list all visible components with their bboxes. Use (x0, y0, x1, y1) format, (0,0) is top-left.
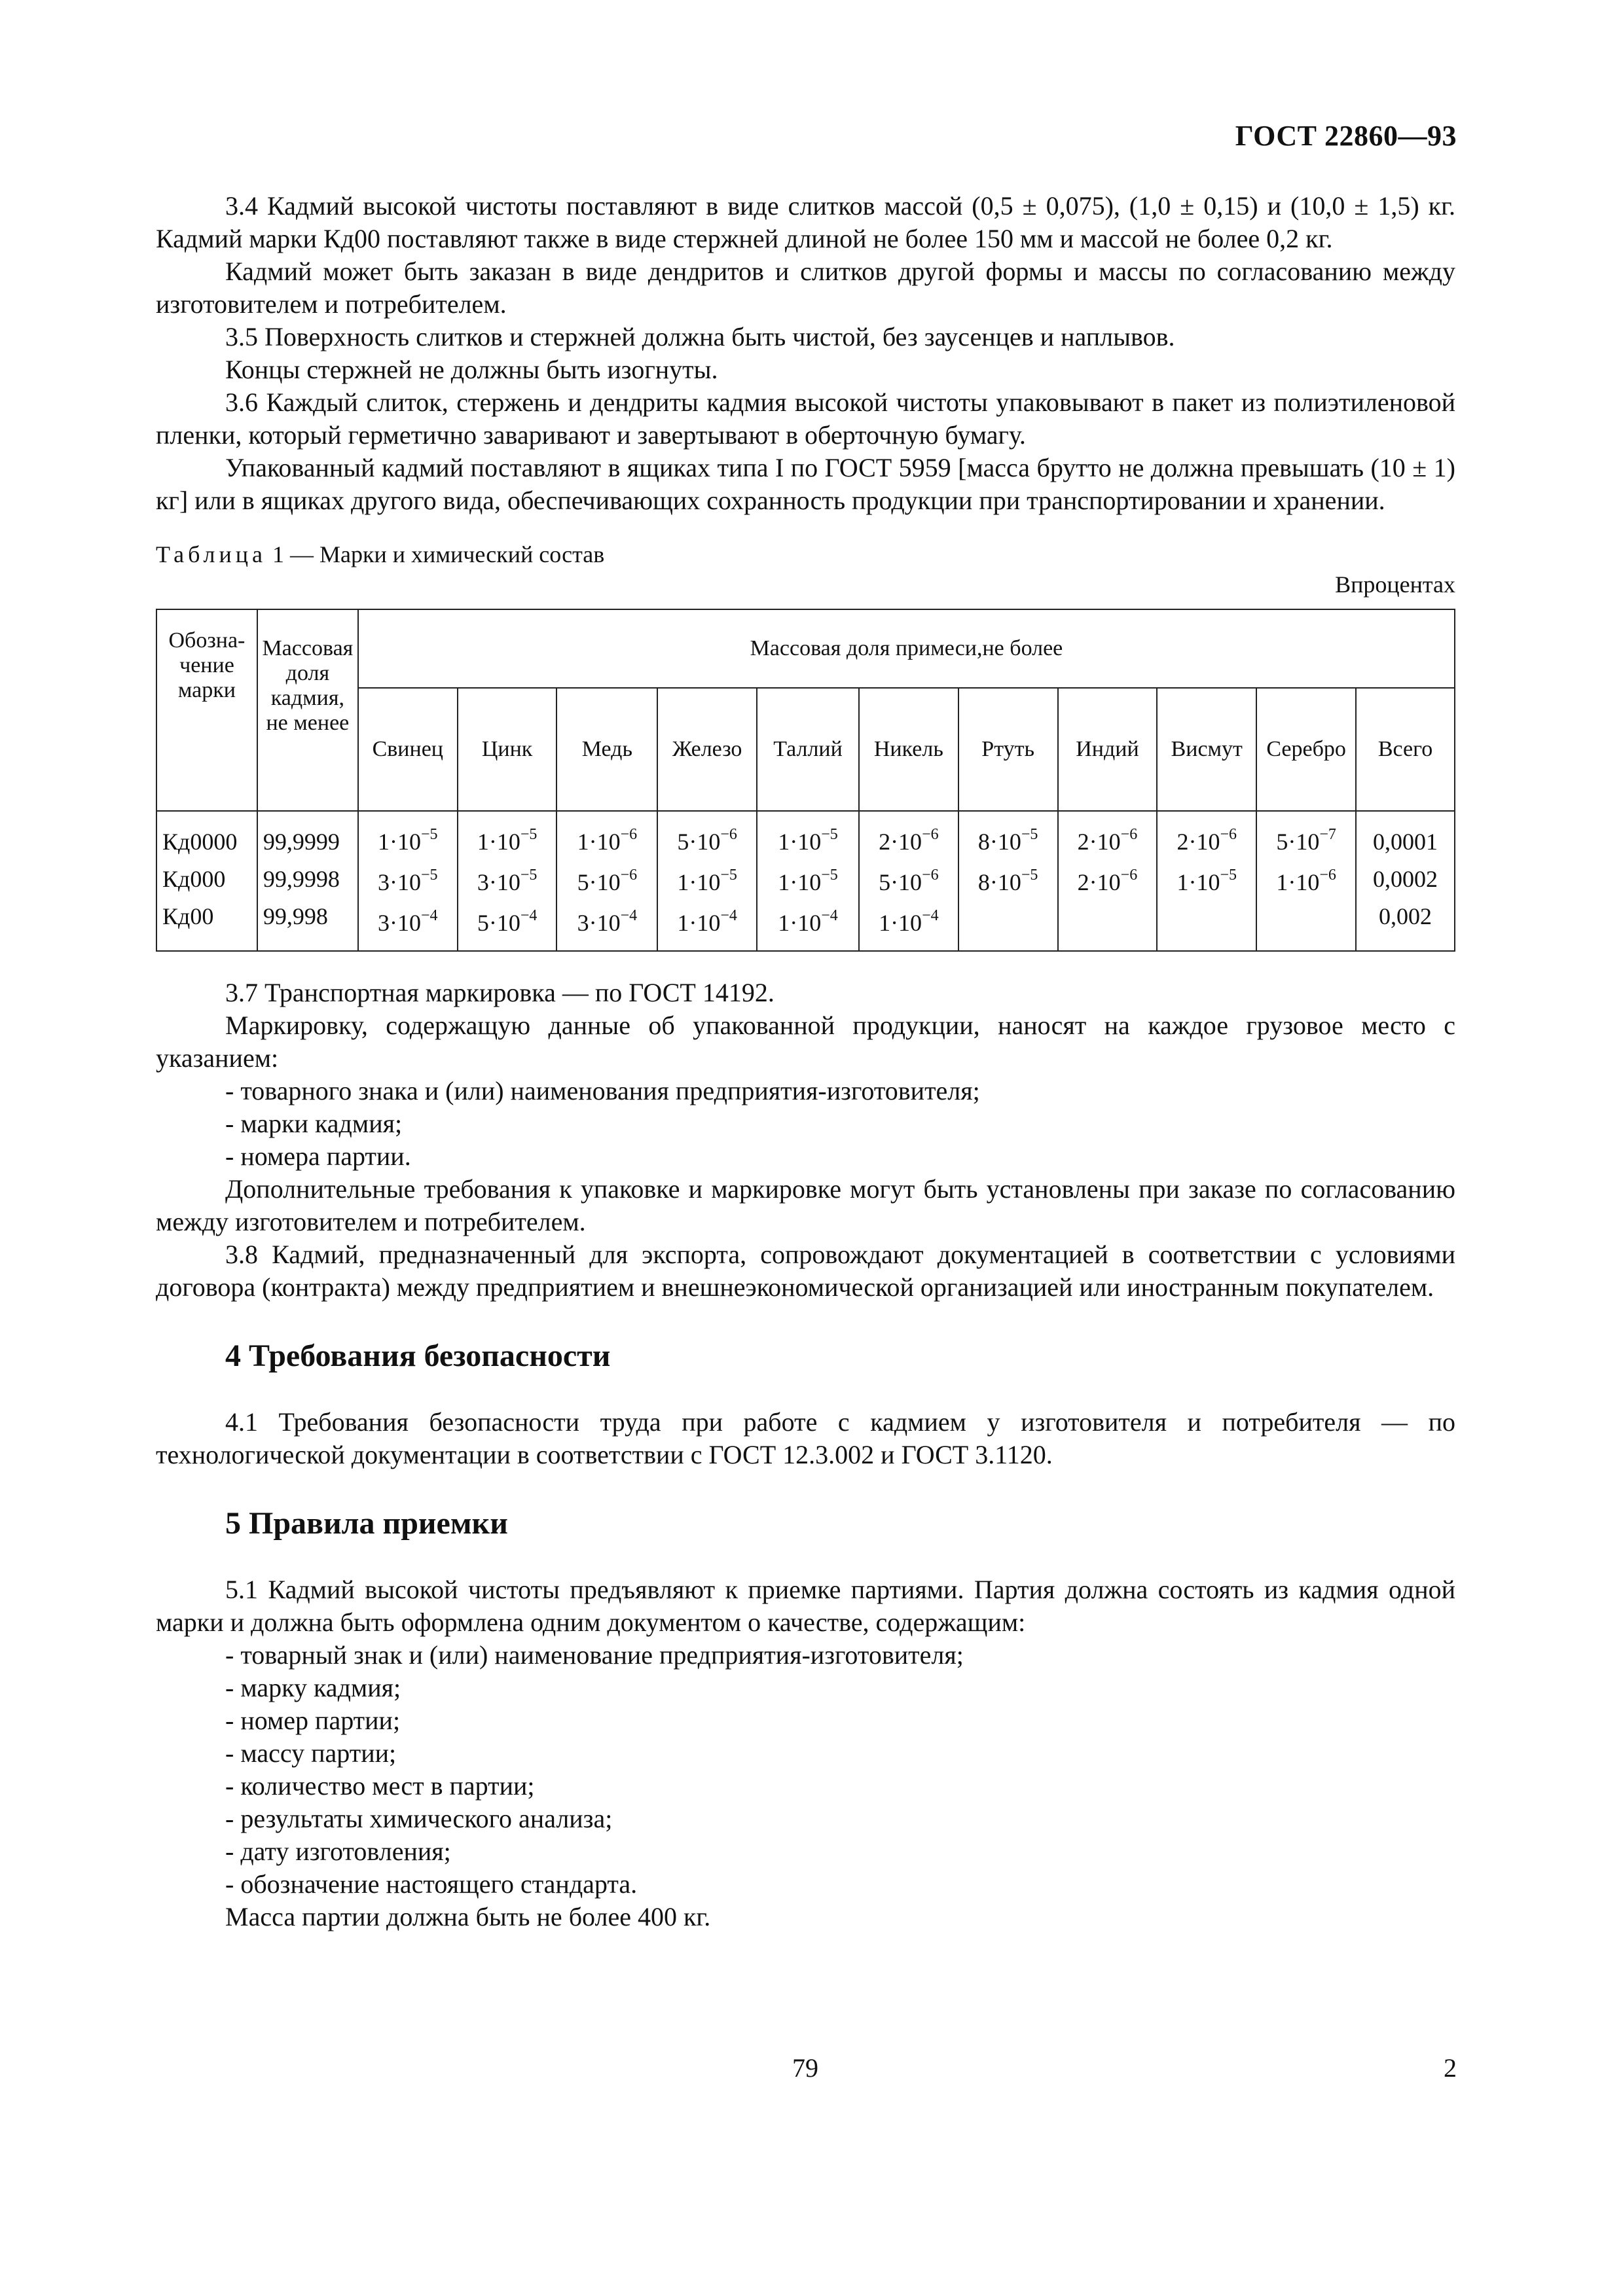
paragraph: Кадмий может быть заказан в виде дендритов и слитков другой формы и массы по согласованию между изготовителем и потребителем. (156, 257, 1455, 319)
impurity-value (1358, 861, 1453, 898)
value-base: 5·10 (879, 869, 922, 895)
header-impurity: Цинк (458, 688, 557, 811)
header-impurity: Железо (657, 688, 757, 811)
value-exponent: −4 (620, 907, 638, 924)
paragraph: Упакованный кадмий поставляют в ящиках типа I по ГОСТ 5959 [масса брутто не должна превышать (10 ± 1) кг] или в ящиках другого вида, обеспечивающих сохранность продукции при транспортировании и хранении. (156, 453, 1455, 515)
value-exponent: −5 (821, 867, 838, 884)
value-exponent: −5 (421, 867, 438, 884)
list-item: - марку кадмия; (225, 1673, 401, 1702)
value-base: 5·10 (1276, 829, 1320, 855)
value-exponent: −4 (821, 907, 838, 924)
paragraph: 5.1 Кадмий высокой чистоты предъявляют к приемке партиями. Партия должна состоять из кадмия одной марки и должна быть оформлена одним документом о качестве, содержащим: (156, 1575, 1455, 1637)
mark-value: Кд0000 (162, 829, 238, 855)
value-exponent: −6 (1120, 867, 1138, 884)
impurity-value (1060, 823, 1156, 864)
value-exponent: −5 (520, 826, 538, 843)
impurity-value (659, 864, 755, 905)
impurity-value (1358, 898, 1453, 935)
mark-value: Кд00 (162, 903, 214, 929)
paragraph: Дополнительные требования к упаковке и маркировке могут быть установлены при заказе по согласованию между изготовителем и потребителем. (156, 1174, 1455, 1236)
impurity-value (759, 823, 857, 864)
table-caption-label: Таблица (156, 541, 266, 567)
paragraph: Концы стержней не должны быть изогнуты. (225, 355, 718, 384)
value-exponent: −5 (1021, 826, 1038, 843)
value-exponent: −5 (421, 826, 438, 843)
value-base: 2·10 (1176, 829, 1220, 855)
value-exponent: −7 (1319, 826, 1336, 843)
header-impurity: Ртуть (958, 688, 1058, 811)
paragraph: 3.6 Каждый слиток, стержень и дендриты кадмия высокой чистоты упаковывают в пакет из полиэтиленовой пленки, который герметично заваривают и завертывают в оберточную бумагу. (156, 387, 1455, 450)
paragraph: 3.8 Кадмий, предназначенный для экспорта, сопровождают документацией в соответствии с условиями договора (контракта) между предприятием и внешнеэкономической организацией или иностранным покупателем. (156, 1240, 1455, 1302)
value-exponent: −6 (922, 826, 939, 843)
list-item: - количество мест в партии; (225, 1771, 535, 1801)
value-base: 0,0002 (1373, 866, 1438, 892)
section-3-part-a (156, 190, 1455, 517)
value-exponent: −5 (720, 867, 737, 884)
value-base: 1·10 (677, 869, 721, 895)
impurity-value (960, 823, 1056, 864)
value-exponent: −6 (620, 867, 638, 884)
cadmium-value: 99,9999 (263, 829, 340, 855)
impurity-cell (1157, 811, 1256, 951)
list-item: - номера партии. (225, 1141, 411, 1171)
value-base: 1·10 (879, 910, 922, 936)
document-body (156, 190, 1455, 1933)
section-5-title: 5 Правила приемки (225, 1506, 508, 1541)
value-base: 0,002 (1379, 903, 1432, 929)
value-exponent: −6 (620, 826, 638, 843)
section-4-body (156, 1406, 1455, 1471)
value-base: 1·10 (577, 829, 621, 855)
value-base: 1·10 (477, 829, 520, 855)
impurity-value (360, 905, 456, 945)
table-row (156, 811, 1455, 951)
impurity-value (1159, 823, 1254, 864)
section-4-title: 4 Требования безопасности (225, 1338, 611, 1373)
value-exponent: −6 (1220, 826, 1237, 843)
value-base: 3·10 (378, 910, 422, 936)
impurity-value (960, 864, 1056, 905)
value-base: 8·10 (977, 829, 1021, 855)
paragraph: Масса партии должна быть не более 400 кг. (225, 1902, 711, 1931)
impurity-value (861, 823, 957, 864)
impurity-cell (859, 811, 958, 951)
value-base: 1·10 (778, 869, 822, 895)
value-base: 1·10 (778, 829, 822, 855)
cadmium-cell (257, 811, 358, 951)
header-impurity: Висмут (1157, 688, 1256, 811)
impurity-cell (458, 811, 557, 951)
impurity-value (460, 864, 555, 905)
chemical-composition-table (156, 609, 1455, 952)
list-item: - дату изготовления; (225, 1837, 451, 1866)
page-number: 79 (792, 2053, 818, 2083)
impurity-cell (657, 811, 757, 951)
impurity-value (659, 905, 755, 945)
list-item: - результаты химического анализа; (225, 1804, 613, 1833)
paragraph: 3.4 Кадмий высокой чистоты поставляют в виде слитков массой (0,5 ± 0,075), (1,0 ± 0,15) и (10,0 ± 1,5) кг. Кадмий марки Кд00 поставляют также в виде стержней длиной не более 150 мм и массой не более 0,2 кг. (156, 191, 1455, 253)
header-impurity: Всего (1356, 688, 1455, 811)
value-base: 2·10 (1077, 869, 1121, 895)
impurity-value (460, 905, 555, 945)
impurity-value (1358, 823, 1453, 861)
impurity-cell (1256, 811, 1356, 951)
value-exponent: −6 (1319, 867, 1336, 884)
mark-value: Кд000 (162, 866, 226, 892)
impurity-cell (556, 811, 657, 951)
value-base: 1·10 (1276, 869, 1320, 895)
header-impurity: Серебро (1256, 688, 1356, 811)
value-exponent: −6 (922, 867, 939, 884)
paragraph: Маркировку, содержащую данные об упакованной продукции, наносят на каждое грузовое место с указанием: (156, 1011, 1455, 1073)
value-base: 2·10 (879, 829, 922, 855)
impurity-value (558, 905, 655, 945)
impurity-value (360, 864, 456, 905)
value-exponent: −5 (821, 826, 838, 843)
impurity-value (558, 823, 655, 864)
cadmium-value: 99,9998 (263, 866, 340, 892)
value-exponent: −6 (1120, 826, 1138, 843)
list-item: - марки кадмия; (225, 1109, 403, 1138)
value-base: 2·10 (1077, 829, 1121, 855)
impurity-value (360, 823, 456, 864)
impurity-value (1258, 823, 1354, 864)
impurity-cell (958, 811, 1058, 951)
list-item: - обозначение настоящего стандарта. (225, 1869, 638, 1899)
value-base: 1·10 (378, 829, 422, 855)
header-impurity: Свинец (358, 688, 458, 811)
header-impurity: Таллий (757, 688, 859, 811)
value-exponent: −6 (720, 826, 737, 843)
impurity-value (460, 823, 555, 864)
impurity-cell (757, 811, 859, 951)
impurity-value (659, 823, 755, 864)
value-exponent: −5 (1220, 867, 1237, 884)
value-base: 3·10 (378, 869, 422, 895)
list-item: - товарный знак и (или) наименование предприятия-изготовителя; (225, 1640, 964, 1670)
paragraph: 3.5 Поверхность слитков и стержней должна быть чистой, без заусенцев и наплывов. (225, 322, 1175, 351)
impurity-cell (1356, 811, 1455, 951)
impurity-cell (1058, 811, 1158, 951)
section-5-body (156, 1573, 1455, 1933)
table-units: Впроцентах (1335, 571, 1455, 598)
impurity-value (1159, 864, 1254, 905)
paragraph: 3.7 Транспортная маркировка — по ГОСТ 14192. (225, 978, 775, 1007)
list-item: - товарного знака и (или) наименования предприятия-изготовителя; (225, 1076, 980, 1105)
paragraph: 4.1 Требования безопасности труда при работе с кадмием у изготовителя и потребителя — по технологической документации в соответствии с ГОСТ 12.3.002 и ГОСТ 3.1120. (156, 1407, 1455, 1469)
cadmium-value: 99,998 (263, 903, 328, 929)
impurity-value (1258, 864, 1354, 905)
value-base: 0,0001 (1373, 829, 1438, 855)
value-exponent: −4 (922, 907, 939, 924)
table-caption (156, 539, 1455, 569)
impurity-value (759, 905, 857, 945)
mark-cell (156, 811, 257, 951)
header-impurity: Медь (556, 688, 657, 811)
header-mark: Обозна- чение марки (156, 609, 257, 811)
list-item: - номер партии; (225, 1706, 401, 1735)
value-base: 5·10 (677, 829, 721, 855)
impurity-value (861, 864, 957, 905)
value-base: 1·10 (778, 910, 822, 936)
impurity-value (759, 864, 857, 905)
header-cadmium-fraction: Массовая доля кадмия, не менее (257, 609, 358, 811)
value-exponent: −4 (520, 907, 538, 924)
header-impurity-group: Массовая доля примеси,не более (358, 609, 1455, 688)
value-base: 1·10 (677, 910, 721, 936)
value-base: 5·10 (577, 869, 621, 895)
header-impurity: Никель (859, 688, 958, 811)
value-exponent: −5 (520, 867, 538, 884)
document-header: ГОСТ 22860—93 (1235, 120, 1457, 152)
value-exponent: −5 (1021, 867, 1038, 884)
impurity-value (558, 864, 655, 905)
sheet-number: 2 (1444, 2053, 1457, 2083)
section-3-part-b (156, 977, 1455, 1304)
header-impurity: Индий (1058, 688, 1158, 811)
impurity-value (1060, 864, 1156, 905)
list-item: - массу партии; (225, 1738, 397, 1768)
value-base: 3·10 (577, 910, 621, 936)
value-base: 3·10 (477, 869, 520, 895)
value-base: 1·10 (1176, 869, 1220, 895)
value-exponent: −4 (421, 907, 438, 924)
impurity-cell (358, 811, 458, 951)
impurity-value (861, 905, 957, 945)
value-base: 5·10 (477, 910, 520, 936)
table-caption-text: 1 — Марки и химический состав (266, 541, 605, 567)
value-exponent: −4 (720, 907, 737, 924)
value-base: 8·10 (977, 869, 1021, 895)
